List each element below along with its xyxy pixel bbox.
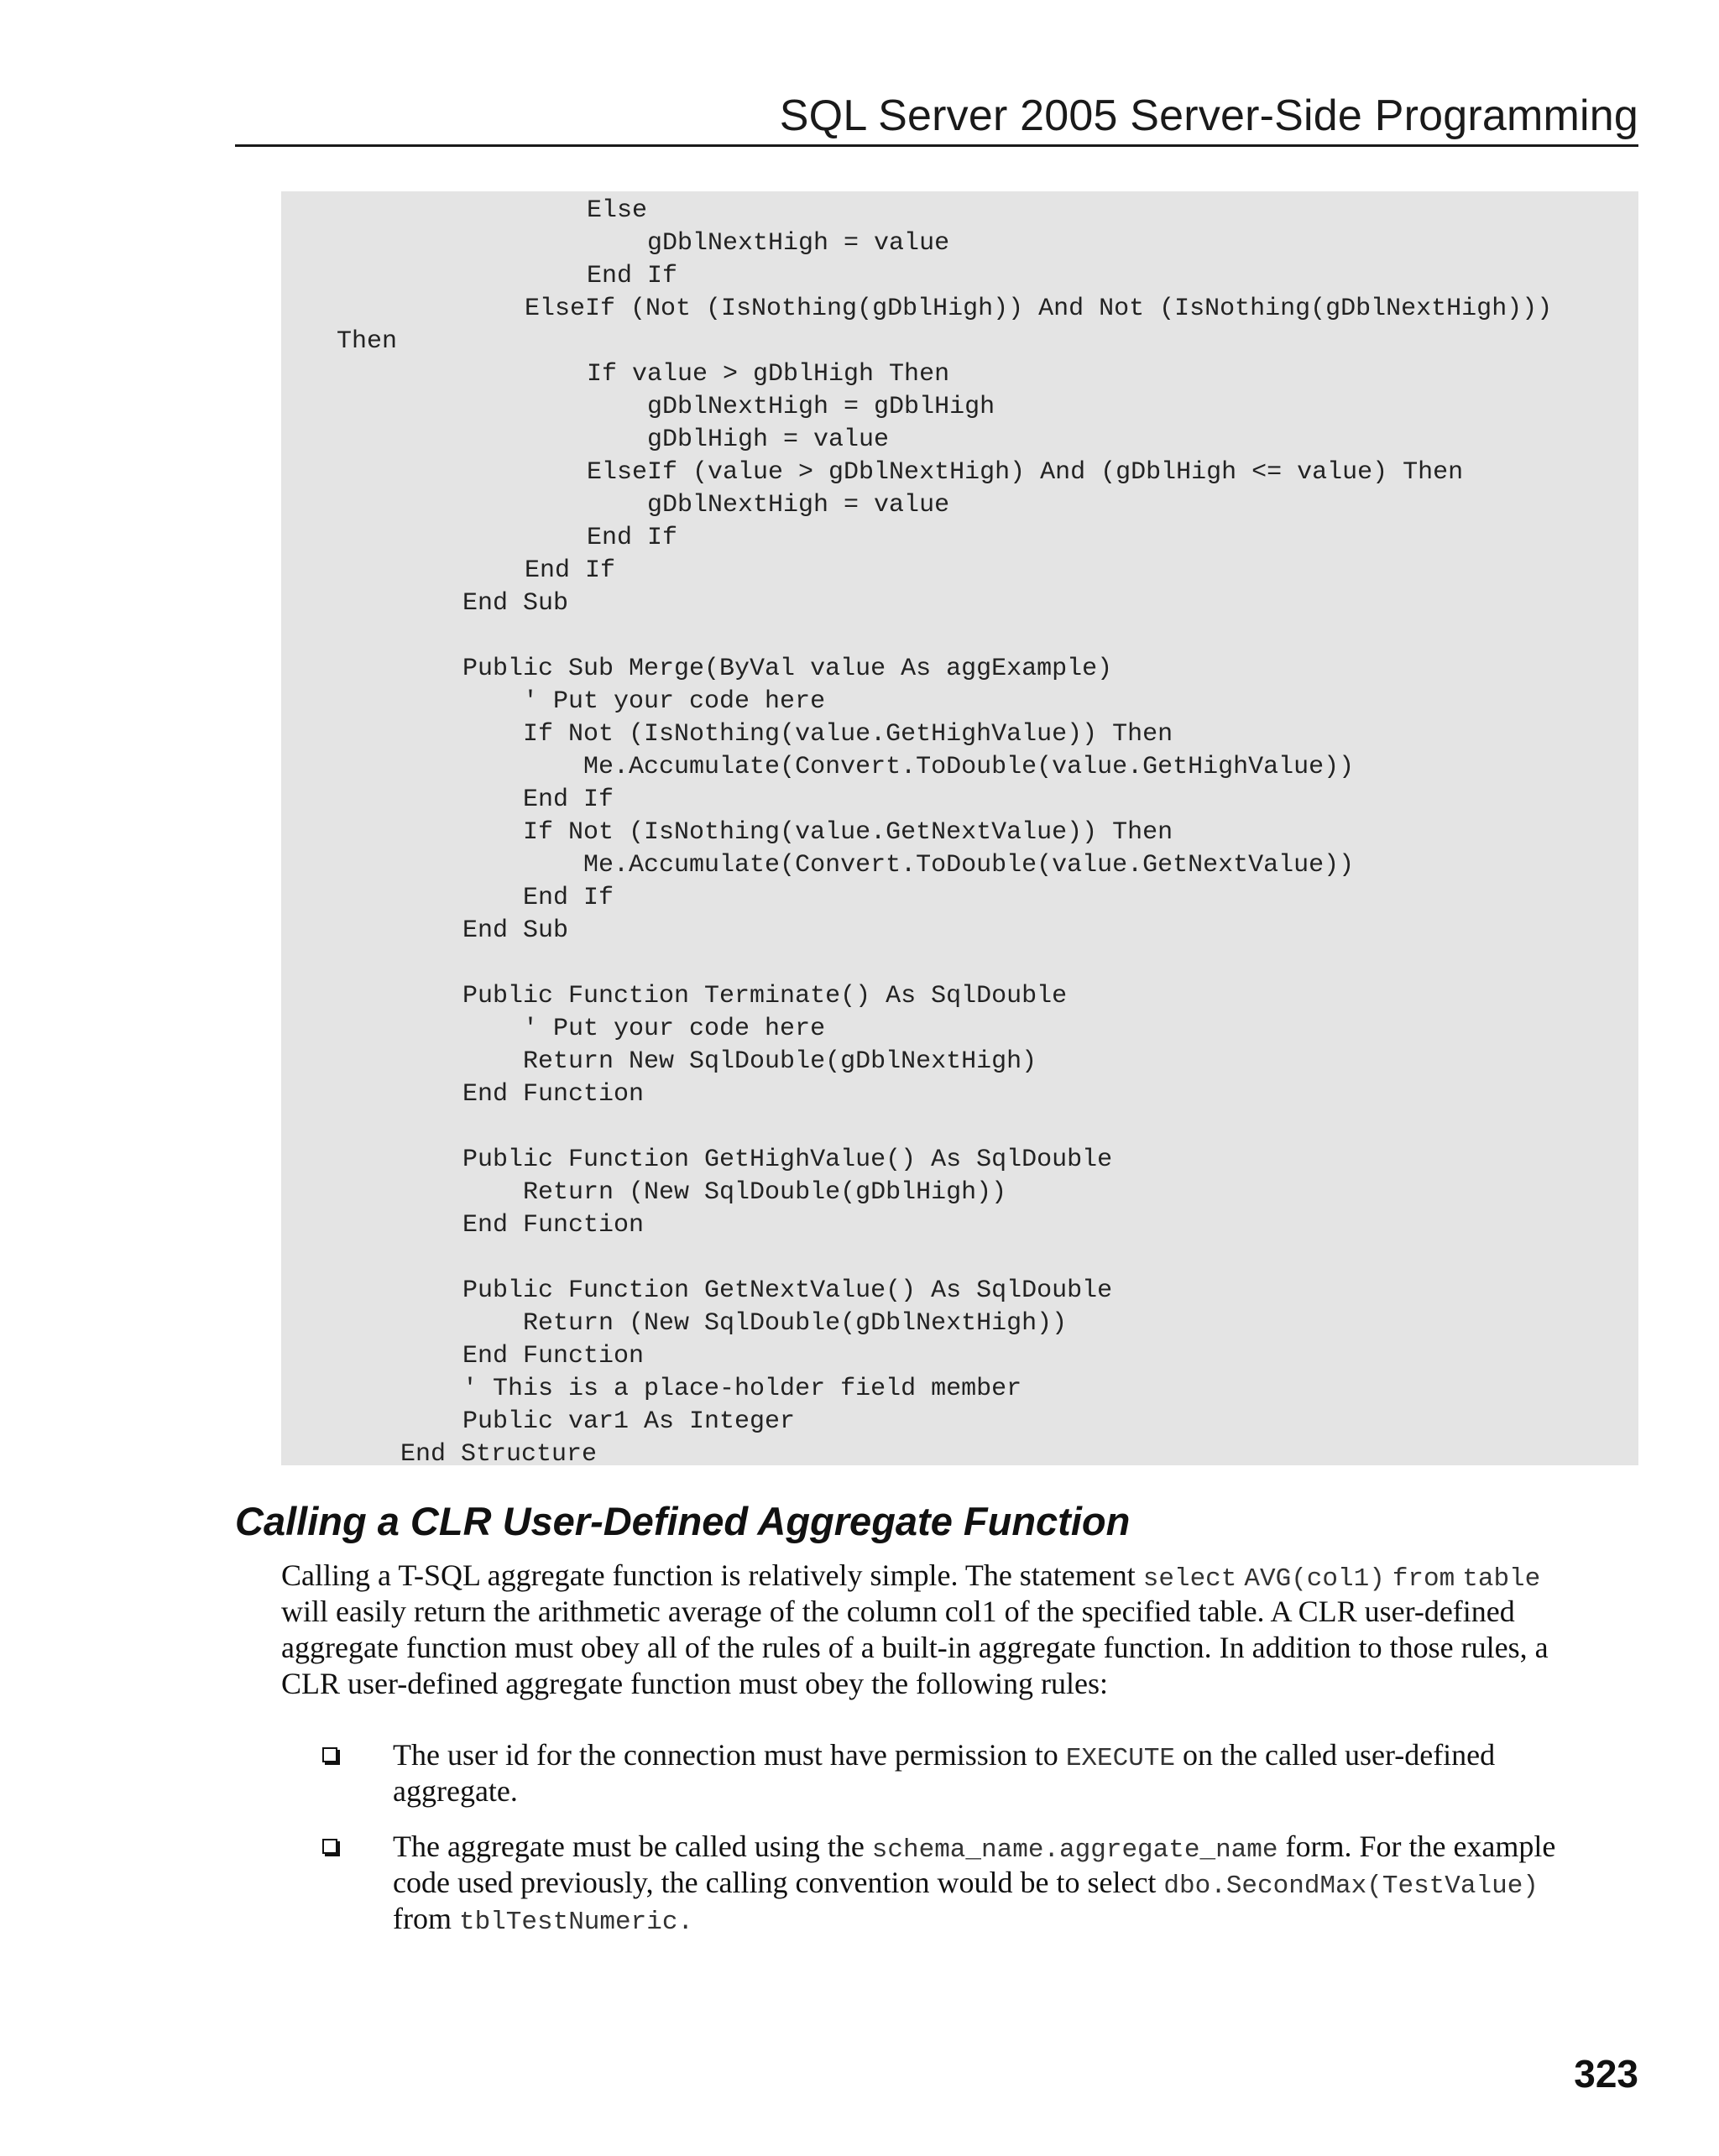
- code-line: Return (New SqlDouble(gDblNextHigh)): [462, 1309, 1068, 1338]
- bullet-text-run: code used previously, the calling convention would be to select: [393, 1866, 1164, 1899]
- code-line: Public var1 As Integer: [462, 1407, 796, 1436]
- code-line: End Function: [462, 1211, 645, 1240]
- code-line: Then: [337, 327, 398, 356]
- bullet-line: aggregate.: [393, 1774, 518, 1808]
- section-heading: Calling a CLR User-Defined Aggregate Function: [235, 1499, 1131, 1543]
- inline-code: dbo.SecondMax(TestValue): [1163, 1871, 1539, 1901]
- code-line: Return (New SqlDouble(gDblHigh)): [462, 1178, 1007, 1207]
- code-line: End Function: [462, 1080, 645, 1109]
- bullet-line: [393, 1865, 1555, 1901]
- code-line: End If: [462, 884, 614, 912]
- inline-code: EXECUTE: [1065, 1744, 1176, 1773]
- inline-code: table: [1462, 1564, 1541, 1594]
- inline-code: AVG(col1): [1244, 1564, 1385, 1594]
- code-line: gDblNextHigh = value: [587, 491, 950, 519]
- code-block: [281, 191, 1638, 1469]
- bullet-line: [393, 1829, 1555, 1865]
- inline-code: schema_name.aggregate_name: [871, 1835, 1278, 1865]
- code-line: ' This is a place-holder field member: [462, 1375, 1022, 1403]
- code-line: ' Put your code here: [462, 687, 826, 716]
- paragraph-line: CLR user-defined aggregate function must obey the following rules:: [281, 1667, 1109, 1700]
- bullet-text-run: form. For the example: [1277, 1830, 1556, 1863]
- code-line: Public Sub Merge(ByVal value As aggExample): [462, 655, 1113, 683]
- code-line: gDblNextHigh = gDblHigh: [587, 393, 995, 421]
- page-number: 323: [1574, 2052, 1638, 2096]
- code-line: If Not (IsNothing(value.GetNextValue)) Then: [462, 818, 1173, 847]
- code-line: Return New SqlDouble(gDblNextHigh): [462, 1047, 1037, 1076]
- code-line: End Sub: [462, 916, 569, 945]
- code-line: If value > gDblHigh Then: [587, 360, 950, 389]
- paragraph-line: [281, 1558, 1638, 1594]
- code-line: If Not (IsNothing(value.GetHighValue)) Then: [462, 720, 1173, 749]
- body-paragraph: [281, 1558, 1638, 1702]
- running-header: [235, 84, 1638, 147]
- code-line: Me.Accumulate(Convert.ToDouble(value.GetNextValue)): [462, 851, 1355, 880]
- code-line: Public Function Terminate() As SqlDouble: [462, 982, 1068, 1010]
- bullet-text: [393, 1829, 1555, 1937]
- code-line: End Function: [462, 1342, 645, 1370]
- code-line: ' Put your code here: [462, 1015, 826, 1043]
- code-line: End If: [462, 786, 614, 814]
- bullet-text-run: The aggregate must be called using the: [393, 1830, 872, 1863]
- paragraph-line: will easily return the arithmetic average of the column col1 of the specified table. A CLR user-defined: [281, 1595, 1515, 1628]
- inline-code: select: [1142, 1564, 1237, 1594]
- code-line: End If: [525, 556, 616, 585]
- checkbox-bullet-icon: [322, 1839, 337, 1854]
- inline-code: from: [1392, 1564, 1455, 1594]
- bullet-text: [393, 1737, 1495, 1809]
- paragraph-text: Calling a T-SQL aggregate function is relatively simple. The statement: [281, 1558, 1143, 1592]
- code-line: Me.Accumulate(Convert.ToDouble(value.GetHighValue)): [462, 753, 1355, 781]
- code-line: End Structure: [400, 1440, 598, 1469]
- code-line: End If: [587, 262, 678, 290]
- code-line: End Sub: [462, 589, 569, 618]
- bullet-text-run: from: [393, 1902, 459, 1935]
- bullet-line: [393, 1901, 1555, 1937]
- code-line: End If: [587, 524, 678, 552]
- code-line: gDblHigh = value: [587, 425, 890, 454]
- paragraph-line: aggregate function must obey all of the rules of a built-in aggregate function. In addition to those rules, a: [281, 1631, 1549, 1664]
- running-header-title: SQL Server 2005 Server-Side Programming: [779, 91, 1638, 140]
- bullet-text-run: The user id for the connection must have permission to: [393, 1738, 1066, 1772]
- code-line: Public Function GetNextValue() As SqlDouble: [462, 1276, 1113, 1305]
- code-line: ElseIf (Not (IsNothing(gDblHigh)) And Not (IsNothing(gDblNextHigh))): [525, 295, 1553, 323]
- code-line: ElseIf (value > gDblNextHigh) And (gDblHigh <= value) Then: [587, 458, 1464, 487]
- bullet-text-run: on the called user-defined: [1175, 1738, 1496, 1772]
- code-line: gDblNextHigh = value: [587, 229, 950, 258]
- code-line: Else: [587, 196, 648, 225]
- inline-code: tblTestNumeric.: [458, 1908, 694, 1937]
- bullet-line: [393, 1737, 1495, 1773]
- code-line: Public Function GetHighValue() As SqlDouble: [462, 1146, 1113, 1174]
- checkbox-bullet-icon: [322, 1747, 337, 1762]
